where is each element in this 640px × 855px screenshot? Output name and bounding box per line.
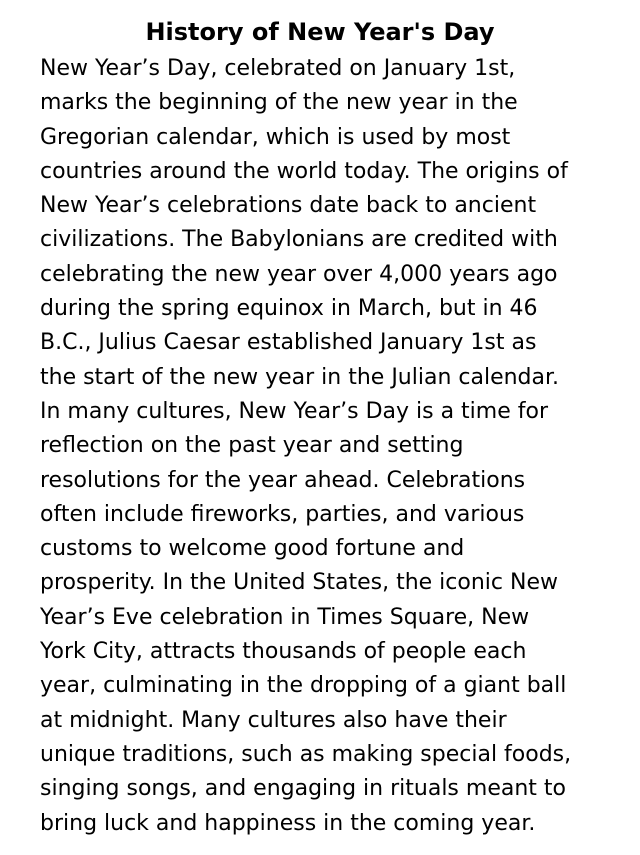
text-line: bring luck and happiness in the coming year.: [40, 810, 536, 836]
text-line: marks the beginning of the new year in the: [40, 90, 518, 116]
text-line: customs to welcome good fortune and: [40, 536, 465, 562]
text-line: New Year’s Day, celebrated on January 1st,: [40, 56, 516, 81]
text-line: at midnight. Many cultures also have their: [40, 707, 507, 733]
text-line: countries around the world today. The origins of: [40, 158, 568, 184]
text-line: In many cultures, New Year’s Day is a time for: [40, 398, 548, 424]
text-line: singing songs, and engaging in rituals meant to: [40, 776, 566, 802]
text-line: civilizations. The Babylonians are credited with: [40, 227, 558, 253]
text-line: York City, attracts thousands of people each: [40, 639, 527, 665]
text-line: Gregorian calendar, which is used by most: [40, 124, 511, 150]
body-paragraph: [40, 52, 610, 841]
text-line: reflection on the past year and setting: [40, 433, 464, 459]
text-line: often include fireworks, parties, and various: [40, 501, 525, 527]
text-line: resolutions for the year ahead. Celebrations: [40, 467, 526, 493]
text-line: unique traditions, such as making special foods,: [40, 741, 572, 767]
page-title: History of New Year's Day: [145, 18, 495, 46]
text-line: celebrating the new year over 4,000 years ago: [40, 261, 558, 287]
text-line: year, culminating in the dropping of a giant ball: [40, 673, 567, 699]
text-line: B.C., Julius Caesar established January 1st as: [40, 330, 537, 356]
text-line: prosperity. In the United States, the iconic New: [40, 570, 558, 596]
text-line: during the spring equinox in March, but in 46: [40, 296, 538, 322]
text-line: the start of the new year in the Julian calendar.: [40, 364, 560, 390]
text-line: New Year’s celebrations date back to ancient: [40, 193, 537, 219]
text-line: Year’s Eve celebration in Times Square, New: [40, 604, 530, 630]
